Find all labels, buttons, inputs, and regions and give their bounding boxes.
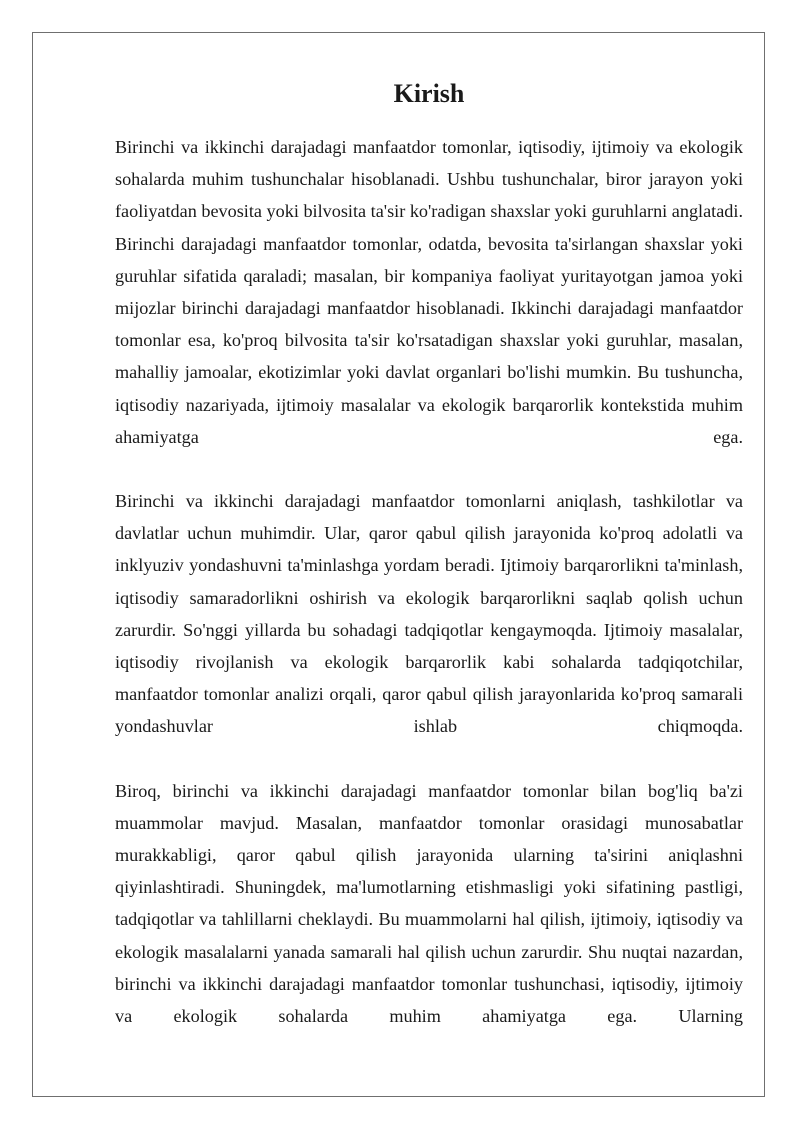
- page-title: Kirish: [393, 79, 465, 108]
- paragraph-3: Biroq, birinchi va ikkinchi darajadagi manfaatdor tomonlar bilan bog'liq ba'zi muammolar mavjud. Masalan, manfaatdor tomonlar orasidagi munosabatlar murakkabligi, qaror qabul qilish jarayonida ularning ta'sirini aniqlashni qiyinlashtiradi. Shuningdek, ma'lumotlarning etishmasligi yoki sifatining pastligi, tadqiqotlar va tahlillarni cheklaydi. Bu muammolarni hal qilish, ijtimoiy, iqtisodiy va ekologik masalalarni yanada samarali hal qilish uchun zarurdir. Shu nuqtai nazardan, birinchi va ikkinchi darajadagi manfaatdor tomonlar tushunchasi, iqtisodiy, ijtimoiy va ekologik sohalarda muhim ahamiyatga ega. Ularning: [115, 780, 743, 1027]
- document-page: [32, 32, 765, 1097]
- paragraph-1: Birinchi va ikkinchi darajadagi manfaatdor tomonlar, iqtisodiy, ijtimoiy va ekologik sohalarda muhim tushunchalar hisoblanadi. Ushbu tushunchalar, biror jarayon yoki faoliyatdan bevosita yoki bilvosita ta'sir ko'radigan shaxslar yoki guruhlarni anglatadi. Birinchi darajadagi manfaatdor tomonlar, odatda, bevosita ta'sirlangan shaxslar yoki guruhlar sifatida qaraladi; masalan, bir kompaniya faoliyat yuritayotgan jamoa yoki mijozlar birinchi darajadagi manfaatdor hisoblanadi. Ikkinchi darajadagi manfaatdor tomonlar esa, ko'proq bilvosita ta'sir ko'rsatadigan shaxslar yoki guruhlar, masalan, mahalliy jamoalar, ekotizimlar yoki davlat organlari bo'lishi mumkin. Bu tushuncha, iqtisodiy nazariyada, ijtimoiy masalalar va ekologik barqarorlik kontekstida muhim ahamiyatga ega.: [115, 137, 743, 447]
- page-content: [115, 77, 743, 1032]
- paragraph-2: Birinchi va ikkinchi darajadagi manfaatdor tomonlarni aniqlash, tashkilotlar va davlatlar uchun muhimdir. Ular, qaror qabul qilish jarayonida ko'proq adolatli va inklyuziv yondashuvni ta'minlashga yordam beradi. Ijtimoiy barqarorlikni ta'minlash, iqtisodiy samaradorlikni oshirish va ekologik barqarorlikni saqlab qolish uchun zarurdir. So'nggi yillarda bu sohadagi tadqiqotlar kengaymoqda. Ijtimoiy masalalar, iqtisodiy rivojlanish va ekologik barqarorlik kabi sohalarda tadqiqotchilar, manfaatdor tomonlar analizi orqali, qaror qabul qilish jarayonlarida ko'proq samarali yondashuvlar ishlab chiqmoqda.: [115, 491, 743, 737]
